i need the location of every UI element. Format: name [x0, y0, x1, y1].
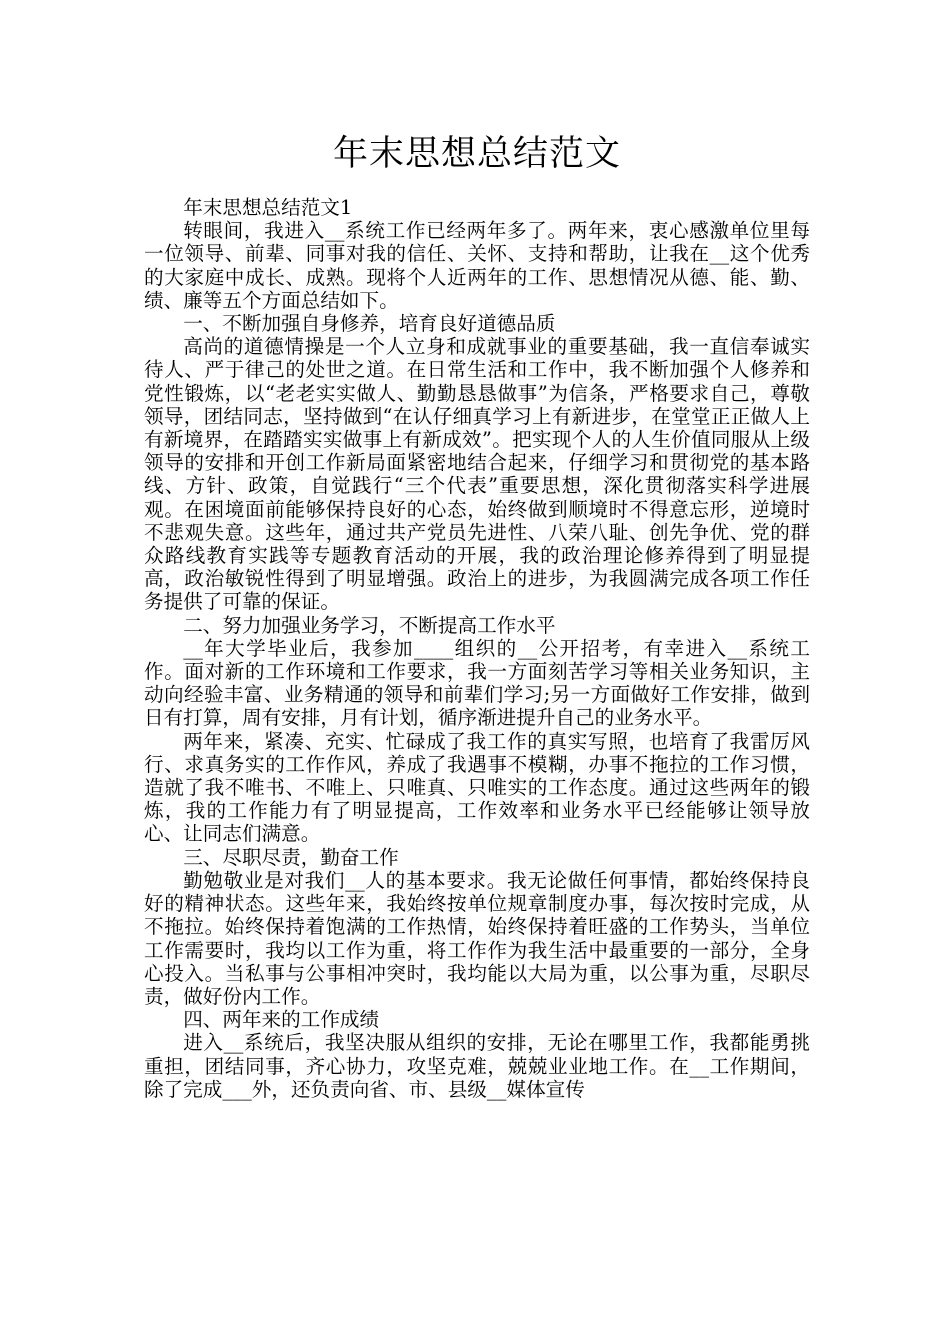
section-heading-1: 一、不断加强自身修养，培育良好道德品质	[183, 312, 556, 336]
paragraph-section-1: 高尚的道德情操是一个人立身和成就事业的重要基础，我一直信奉诚实待人、严于律己的处世之道。在日常生活和工作中，我不断加强个人修养和党性锻炼，以“老老实实做人、勤勤恳恳做事”为信条，严格要求自己，尊敬领导，团结同志，坚持做到“在认仔细真学习上有新进步，在堂堂正正做人上有新境界，在踏踏实实做事上有新成效”。把实现个人的人生价值同服从上级领导的安排和开创工作新局面紧密地结合起来，仔细学习和贯彻党的基本路线、方针、政策，自觉践行“三个代表”重要思想，深化贯彻落实科学进展观。在困境面前能够保持良好的心态，始终做到顺境时不得意忘形，逆境时不悲观失意。这些年，通过共产党员先进性、八荣八耻、创先争优、党的群众路线教育实践等专题教育活动的开展，我的政治理论修养得到了明显提高，政治敏锐性得到了明显增强。政治上的进步，为我圆满完成各项工作任务提供了可靠的保证。	[144, 335, 810, 614]
section-heading-2: 二、努力加强业务学习，不断提高工作水平	[183, 613, 556, 637]
document-title: 年末思想总结范文	[332, 134, 621, 174]
paragraph-intro: 转眼间，我进入__系统工作已经两年多了。两年来，衷心感激单位里每一位领导、前辈、同事对我的信任、关怀、支持和帮助，让我在__这个优秀的大家庭中成长、成熟。现将个人近两年的工作、思想情况从德、能、勤、绩、廉等五个方面总结如下。	[144, 219, 810, 312]
paragraph-section-2b: 两年来，紧凑、充实、忙碌成了我工作的真实写照，也培育了我雷厉风行、求真务实的工作作风，养成了我遇事不模糊，办事不拖拉的工作习惯，造就了我不唯书、不唯上、只唯真、只唯实的工作态度。通过这些两年的锻炼，我的工作能力有了明显提高，工作效率和业务水平已经能够让领导放心、让同志们满意。	[144, 729, 810, 846]
paragraph-section-4: 进入__系统后，我坚决服从组织的安排，无论在哪里工作，我都能勇挑重担，团结同事，齐心协力，攻坚克难，兢兢业业地工作。在__工作期间，除了完成___外，还负责向省、市、县级__媒体宣传	[144, 1031, 810, 1101]
document-body	[144, 196, 810, 1101]
paragraph-subtitle: 年末思想总结范文1	[183, 196, 353, 219]
paragraph-section-3: 勤勉敬业是对我们__人的基本要求。我无论做任何事情，都始终保持良好的精神状态。这些年来，我始终按单位规章制度办事，每次按时完成，从不拖拉。始终保持着饱满的工作热情，始终保持着旺盛的工作势头，当单位工作需要时，我均以工作为重，将工作作为我生活中最重要的一部分，全身心投入。当私事与公事相冲突时，我均能以大局为重，以公事为重，尽职尽责，做好份内工作。	[144, 868, 810, 1008]
section-heading-4: 四、两年来的工作成绩	[183, 1008, 380, 1032]
section-heading-3: 三、尽职尽责，勤奋工作	[183, 845, 399, 869]
paragraph-section-2a: __年大学毕业后，我参加____组织的__公开招考，有幸进入__系统工作。面对新的工作环境和工作要求，我一方面刻苦学习等相关业务知识，主动向经验丰富、业务精通的领导和前辈们学习;另一方面做好工作安排，做到日有打算，周有安排，月有计划，循序渐进提升自己的业务水平。	[144, 636, 810, 730]
document-page	[144, 128, 810, 1101]
